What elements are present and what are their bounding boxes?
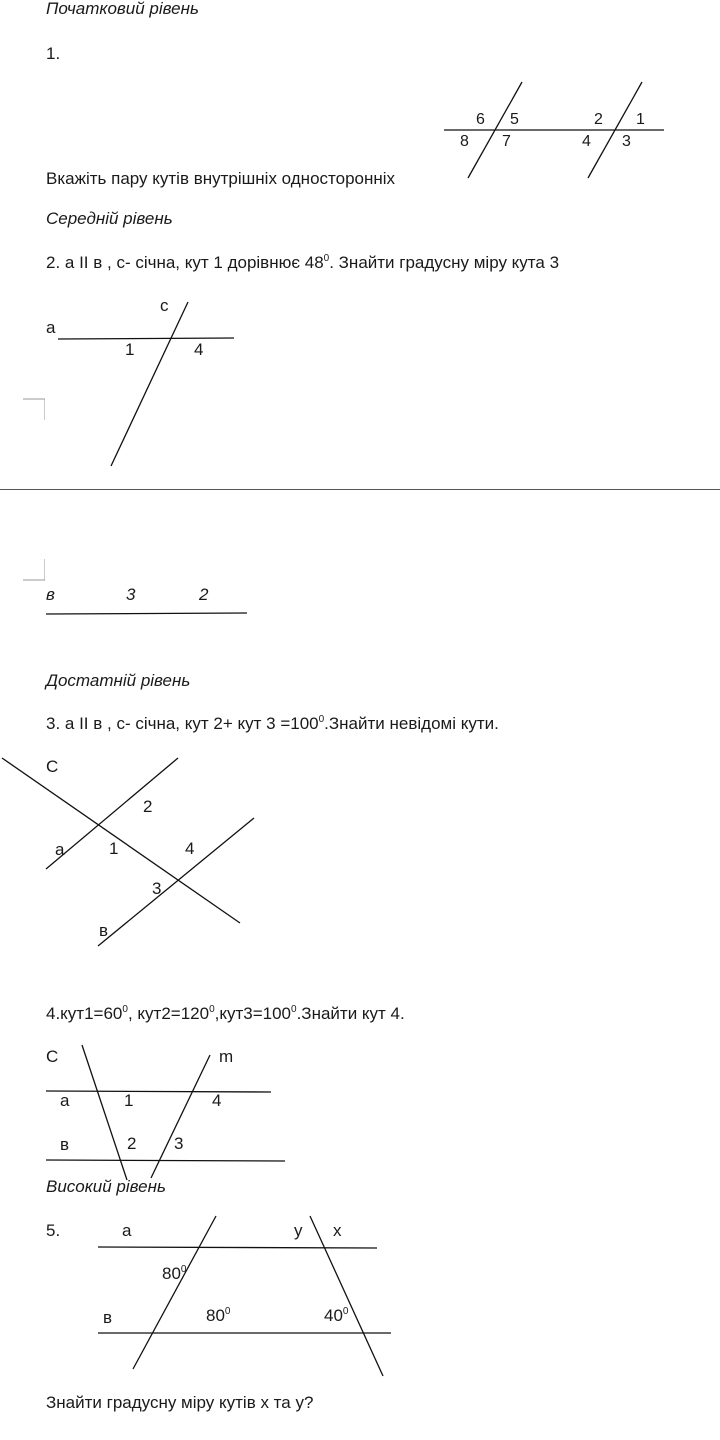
q2-label-angle-1: 1 xyxy=(125,340,135,359)
q2-label-angle-2: 2 xyxy=(199,585,209,604)
q1-text: Вкажіть пару кутів внутрішніх односторонніх xyxy=(46,169,396,188)
q3-label-a: a xyxy=(55,840,65,859)
q1-angle-3: 3 xyxy=(622,133,631,150)
q3-label-angle-3: 3 xyxy=(152,879,162,898)
q3-label-angle-4: 4 xyxy=(185,839,195,858)
q5-transversal-left xyxy=(133,1216,216,1369)
q5-transversal-right xyxy=(310,1216,383,1376)
q2-label-c: c xyxy=(160,296,169,315)
level-initial-heading: Початковий рівень xyxy=(46,0,199,18)
level-high-heading: Високий рівень xyxy=(46,1177,166,1196)
q1-angle-1: 1 xyxy=(636,111,645,128)
q1-angle-4: 4 xyxy=(582,133,591,150)
q5-angle-80-top: $80^0$ xyxy=(162,1264,187,1283)
q4-label-angle-4: 4 xyxy=(212,1091,222,1110)
q3-label-c: C xyxy=(46,757,59,776)
q4-label-angle-1: 1 xyxy=(124,1091,134,1110)
q4-label-m: m xyxy=(219,1047,234,1066)
q2-label-b: в xyxy=(46,585,55,604)
q5-question: Знайти градусну міру кутів x та y? xyxy=(46,1393,314,1412)
q4-text: $4.кут1=60^0$, $кут2=120^0,кут3=100^0.Знайти$ кут 4. xyxy=(46,1004,405,1023)
q1-angle-5: 5 xyxy=(510,111,519,128)
level-middle-heading: Середній рівень xyxy=(46,209,173,228)
q4-label-angle-2: 2 xyxy=(127,1134,137,1153)
q4-label-angle-3: 3 xyxy=(174,1134,184,1153)
q3-label-b: в xyxy=(99,921,109,940)
q3-text: 3. a II в , с- січна, кут 2+ кут $3 =100^0.Знайти$ невідомі кути. xyxy=(46,714,499,733)
q5-label-b: в xyxy=(103,1308,113,1327)
q1-angle-7: 7 xyxy=(502,133,511,150)
q4-label-c: C xyxy=(46,1047,59,1066)
q5-angle-80-bottom: $80^0$ xyxy=(206,1306,231,1325)
q4-label-a: a xyxy=(60,1091,70,1110)
q4-label-b: в xyxy=(60,1135,70,1154)
level-sufficient-heading: Достатній рівень xyxy=(46,671,191,690)
q1-angle-2: 2 xyxy=(594,111,603,128)
q2-label-angle-4: 4 xyxy=(194,340,204,359)
q5-label-a: a xyxy=(122,1221,132,1240)
q2-label-angle-3: 3 xyxy=(126,585,136,604)
q1-number: 1. xyxy=(46,44,61,63)
q5-label-y: y xyxy=(294,1221,303,1240)
q5-number: 5. xyxy=(46,1221,61,1240)
q1-angle-6: 6 xyxy=(476,111,485,128)
q3-label-angle-1: 1 xyxy=(109,839,119,858)
q2-label-a: a xyxy=(46,318,56,337)
q5-angle-40: $40^0$ xyxy=(324,1306,349,1325)
q5-label-x: x xyxy=(333,1221,342,1240)
q2-text: 2. a II в , с- січна, кут 1 дорівнює $48^0$. Знайти градусну міру кута 3 xyxy=(46,253,560,272)
q5-line-a xyxy=(98,1247,377,1248)
q3-label-angle-2: 2 xyxy=(143,797,153,816)
q1-angle-8: 8 xyxy=(460,133,469,150)
